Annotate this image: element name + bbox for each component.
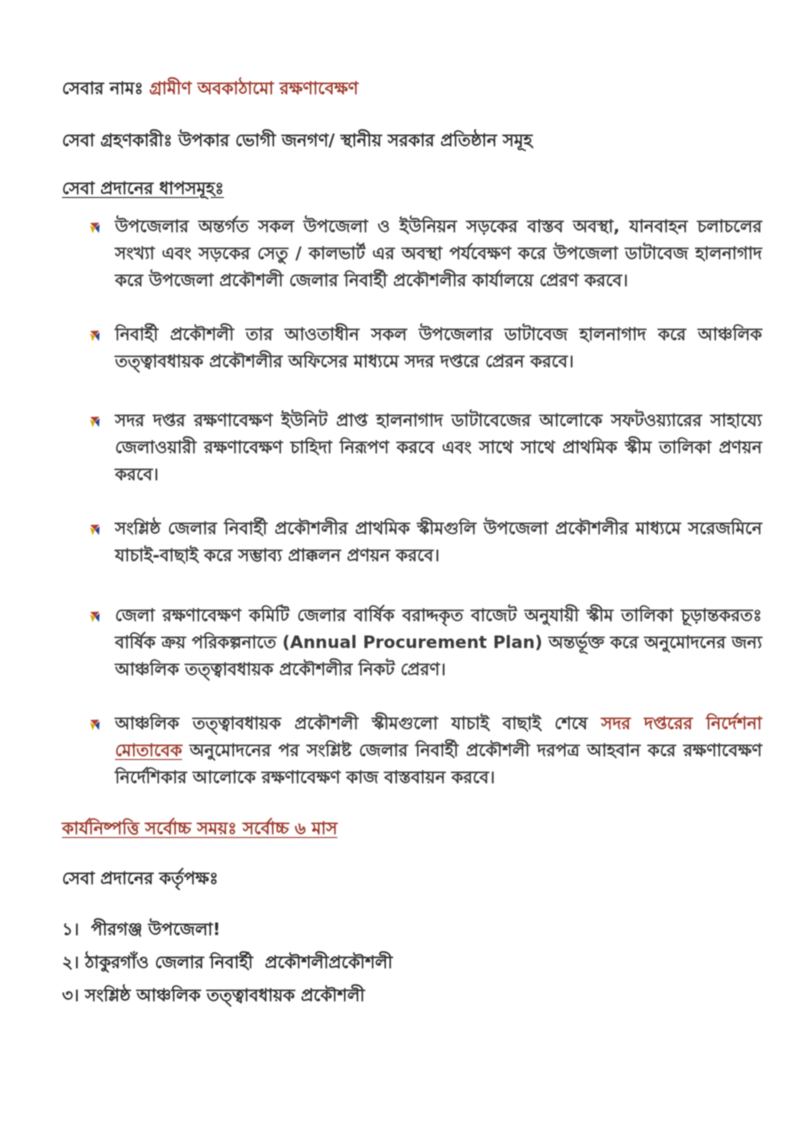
steps-heading: সেবা প্রদানের ধাপসমূহঃ bbox=[62, 179, 224, 199]
authority-list bbox=[62, 914, 762, 1013]
step-text-red-underlined-word: মোতাবেক bbox=[115, 741, 183, 761]
authority-item-3: ৩। সংশ্লিষ্ঠ আঞ্চলিক তত্ত্বাবধায়ক প্রকৌশলী bbox=[62, 986, 365, 1006]
step-item-2 bbox=[88, 322, 762, 376]
pinwheel-bullet-icon bbox=[88, 523, 102, 537]
pinwheel-bullet-icon bbox=[88, 718, 102, 732]
steps-list bbox=[62, 214, 762, 792]
step-text: উপজেলার অন্তর্গত সকল উপজেলা ও ইউনিয়ন সড়কের বাস্তব অবস্থা, যানবাহন চলাচলের সংখ্যা এবং সড়কের সেতু / কালভার্ট এর অবস্থা পর্যবেক্ষণ করে উপজেলা ডাটাবেজ হালনাগাদ করে উপজেলা প্রকৌশলী জেলার নিবার্হী প্রকৌশলীর কার্যালয়ে প্রেরণ করবে। bbox=[115, 217, 762, 291]
pinwheel-bullet-icon bbox=[88, 415, 102, 429]
authority-item-1: ১। পীরগঞ্জ উপজেলা! bbox=[62, 920, 221, 940]
step-item-3 bbox=[88, 408, 762, 489]
step-text-red-phrase: সদর দপ্তরের নির্দেশনা bbox=[601, 714, 762, 734]
service-name-line bbox=[62, 78, 762, 100]
step-text: নিবার্হী প্রকৌশলী তার আওতাধীন সকল উপজেলার ডাটাবেজ হালনাগাদ করে আঞ্চলিক তত্ত্বাবধায়ক প্রকৌশলীর অফিসের মাধ্যমে সদর দপ্তরে প্রেরন করবে। bbox=[115, 325, 762, 372]
authority-heading: সেবা প্রদানের কর্তৃপক্ষঃ bbox=[62, 869, 219, 889]
step-text: সদর দপ্তর রক্ষণাবেক্ষণ ইউনিট প্রাপ্ত হালনাগাদ ডাটাবেজের আলোকে সফটওয়্যারের সাহায্যে জেলাওয়ারী রক্ষণাবেক্ষণ চাহিদা নিরূপণ করবে এবং সাথে সাথে প্রাথমিক স্কীম তালিকা প্রণয়ন করবে। bbox=[115, 411, 762, 485]
service-recipient-label: সেবা গ্রহণকারীঃ bbox=[62, 131, 173, 151]
step-text-normal: অনুমোদনের পর সংশ্লিষ্ট জেলার নিবার্হী প্রকৌশলী দরপত্র আহবান করে রক্ষণাবেক্ষণ নির্দেশিকার আলোকে রক্ষণাবেক্ষণ কাজ বাস্তবায়ন করবে। bbox=[115, 741, 762, 788]
pinwheel-bullet-icon bbox=[88, 610, 102, 624]
step-text bbox=[115, 711, 762, 792]
pinwheel-bullet-icon bbox=[88, 221, 102, 235]
service-name-label: সেবার নামঃ bbox=[62, 79, 144, 99]
completion-time-heading: কার্যনিষ্পত্তি সর্বোচ্চ সময়ঃ সর্বোচ্চ ৬ মাস bbox=[62, 819, 338, 839]
pinwheel-bullet-icon bbox=[88, 329, 102, 343]
service-recipient-value: উপকার ভোগী জনগণ/ স্থানীয় সরকার প্রতিষ্ঠান সমূহ bbox=[178, 131, 533, 151]
step-item-1 bbox=[88, 214, 762, 295]
service-recipient-line bbox=[62, 130, 762, 152]
step-text: সংশ্লিষ্ঠ জেলার নিবার্হী প্রকৌশলীর প্রাথমিক স্কীমগুলি উপজেলা প্রকৌশলীর মাধ্যমে সরেজমিনে যাচাই-বাছাই করে সম্ভাব্য প্রাক্কলন প্রণয়ন করবে। bbox=[115, 519, 762, 566]
service-name-value: গ্রামীণ অবকাঠামো রক্ষণাবেক্ষণ bbox=[149, 79, 359, 99]
step-item-4 bbox=[88, 516, 762, 570]
step-text: জেলা রক্ষণাবেক্ষণ কমিটি জেলার বার্ষিক বরাদ্দকৃত বাজেট অনুযায়ী স্কীম তালিকা চূড়ান্তকরতঃ বার্ষিক ক্রয় পরিকল্পনাতে (Annual Procurement Plan) অন্তর্ভূক্ত করে অনুমোদনের জন্য আঞ্চলিক তত্ত্বাবধায়ক প্রকৌশলীর নিকট প্রেরণ। bbox=[115, 606, 762, 680]
step-text-normal: আঞ্চলিক তত্ত্বাবধায়ক প্রকৌশলী স্কীমগুলো যাচাই বাছাই শেষে bbox=[115, 714, 602, 734]
step-item-6 bbox=[88, 711, 762, 792]
authority-item-2: ২। ঠাকুরগাঁও জেলার নিবার্হী প্রকৌশলীপ্রকৌশলী bbox=[62, 953, 393, 973]
step-item-5 bbox=[88, 603, 762, 684]
